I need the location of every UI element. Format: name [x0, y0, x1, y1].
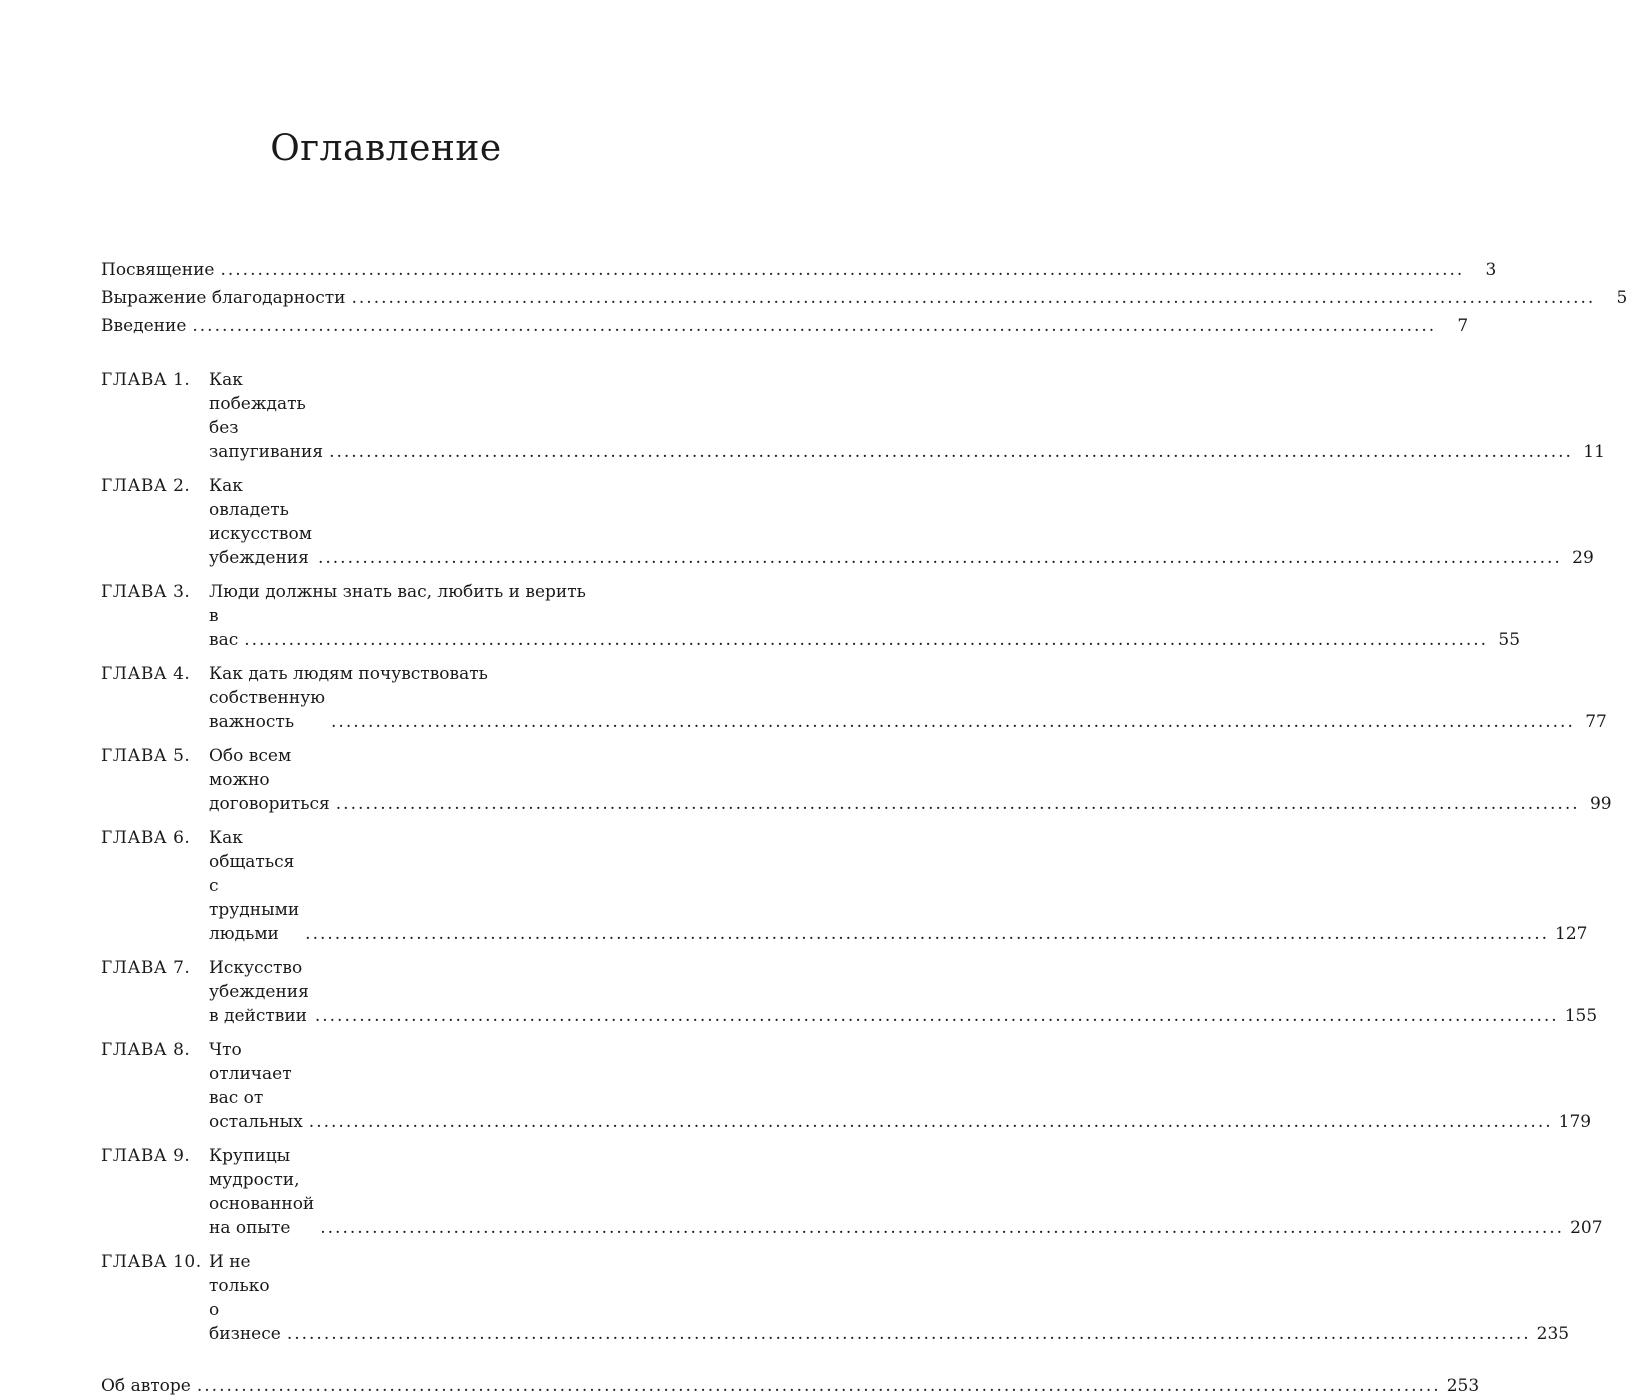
- toc-entry-introduction[interactable]: [101, 314, 1469, 338]
- chapter-title: Как общаться с трудными людьми: [209, 828, 300, 944]
- chapter-title: Что отличает вас от остальных: [209, 1040, 303, 1132]
- dot-leader: [197, 1374, 1441, 1398]
- dot-leader: [351, 286, 1595, 310]
- chapter-title-line1: Как дать людям почувствовать: [209, 664, 488, 684]
- page-title: Оглавление: [270, 128, 502, 169]
- toc-entry-about-author[interactable]: [101, 1374, 1480, 1398]
- chapters-list: [101, 368, 1612, 1346]
- chapter-page: 29: [1572, 548, 1594, 568]
- toc-entry-label: Об авторе: [101, 1376, 191, 1396]
- chapter-page: 127: [1555, 924, 1588, 944]
- dot-leader: [192, 314, 1436, 338]
- chapter-title-line2: в вас: [209, 606, 239, 650]
- toc-entry-page: 253: [1446, 1376, 1480, 1396]
- toc-entry-page: 3: [1485, 260, 1497, 280]
- chapter-title: Крупицы мудрости, основанной на опыте: [209, 1146, 315, 1238]
- chapter-title: Обо всем можно договориться: [209, 746, 330, 814]
- dot-leader: [244, 628, 1488, 652]
- toc-entry-label: Введение: [101, 316, 187, 336]
- dot-leader: [320, 1216, 1564, 1240]
- dot-leader: [331, 710, 1575, 734]
- chapter-number: ГЛАВА 3.: [101, 582, 191, 602]
- toc-entry-label: Посвящение: [101, 260, 215, 280]
- chapter-page: 235: [1536, 1324, 1570, 1344]
- chapter-number: ГЛАВА 5.: [101, 746, 191, 766]
- dot-leader: [336, 792, 1580, 816]
- table-of-contents: [101, 258, 1627, 1398]
- toc-chapter-7[interactable]: [101, 956, 1598, 1028]
- dot-leader: [329, 440, 1573, 464]
- chapter-title: Искусство убеждения в действии: [209, 958, 309, 1026]
- chapter-title: И не только о бизнесе: [209, 1252, 281, 1344]
- chapter-number: ГЛАВА 4.: [101, 664, 191, 684]
- toc-chapter-8[interactable]: [101, 1038, 1592, 1134]
- toc-chapter-3[interactable]: [101, 580, 1521, 652]
- chapter-title-line1: Люди должны знать вас, любить и верить: [209, 582, 586, 602]
- dot-leader: [309, 1110, 1553, 1134]
- toc-chapter-1[interactable]: [101, 368, 1605, 464]
- toc-chapter-2[interactable]: [101, 474, 1594, 570]
- chapter-number: ГЛАВА 7.: [101, 958, 191, 978]
- chapter-page: 55: [1498, 630, 1521, 650]
- chapter-page: 99: [1589, 794, 1612, 814]
- chapter-page: 155: [1564, 1006, 1598, 1026]
- chapter-number: ГЛАВА 2.: [101, 476, 191, 496]
- toc-entry-acknowledgements[interactable]: [101, 286, 1627, 310]
- chapter-page: 179: [1558, 1112, 1592, 1132]
- toc-entry-dedication[interactable]: [101, 258, 1497, 282]
- dot-leader: [318, 546, 1562, 570]
- chapter-number: ГЛАВА 9.: [101, 1146, 191, 1166]
- chapter-title: Как овладеть искусством убеждения: [209, 476, 312, 568]
- chapter-number: ГЛАВА 10.: [101, 1252, 202, 1272]
- toc-chapter-6[interactable]: [101, 826, 1588, 946]
- toc-entry-label: Выражение благодарности: [101, 288, 346, 308]
- toc-entry-page: 5: [1616, 288, 1627, 308]
- chapter-title: Как побеждать без запугивания: [209, 370, 324, 462]
- toc-chapter-10[interactable]: [101, 1250, 1570, 1346]
- front-matter-list: [101, 258, 1627, 338]
- toc-chapter-4[interactable]: [101, 662, 1607, 734]
- chapter-title-line2: собственную важность: [209, 688, 326, 732]
- chapter-number: ГЛАВА 8.: [101, 1040, 191, 1060]
- toc-entry-page: 7: [1457, 316, 1469, 336]
- chapter-page: 11: [1583, 442, 1605, 462]
- dot-leader: [315, 1004, 1559, 1028]
- chapter-page: 77: [1585, 712, 1607, 732]
- toc-chapter-5[interactable]: [101, 744, 1612, 816]
- chapter-number: ГЛАВА 6.: [101, 828, 191, 848]
- chapter-page: 207: [1570, 1218, 1603, 1238]
- back-matter-list: [101, 1374, 1480, 1398]
- chapter-number: ГЛАВА 1.: [101, 370, 191, 390]
- dot-leader: [287, 1322, 1531, 1346]
- dot-leader: [305, 922, 1549, 946]
- toc-chapter-9[interactable]: [101, 1144, 1603, 1240]
- dot-leader: [220, 258, 1464, 282]
